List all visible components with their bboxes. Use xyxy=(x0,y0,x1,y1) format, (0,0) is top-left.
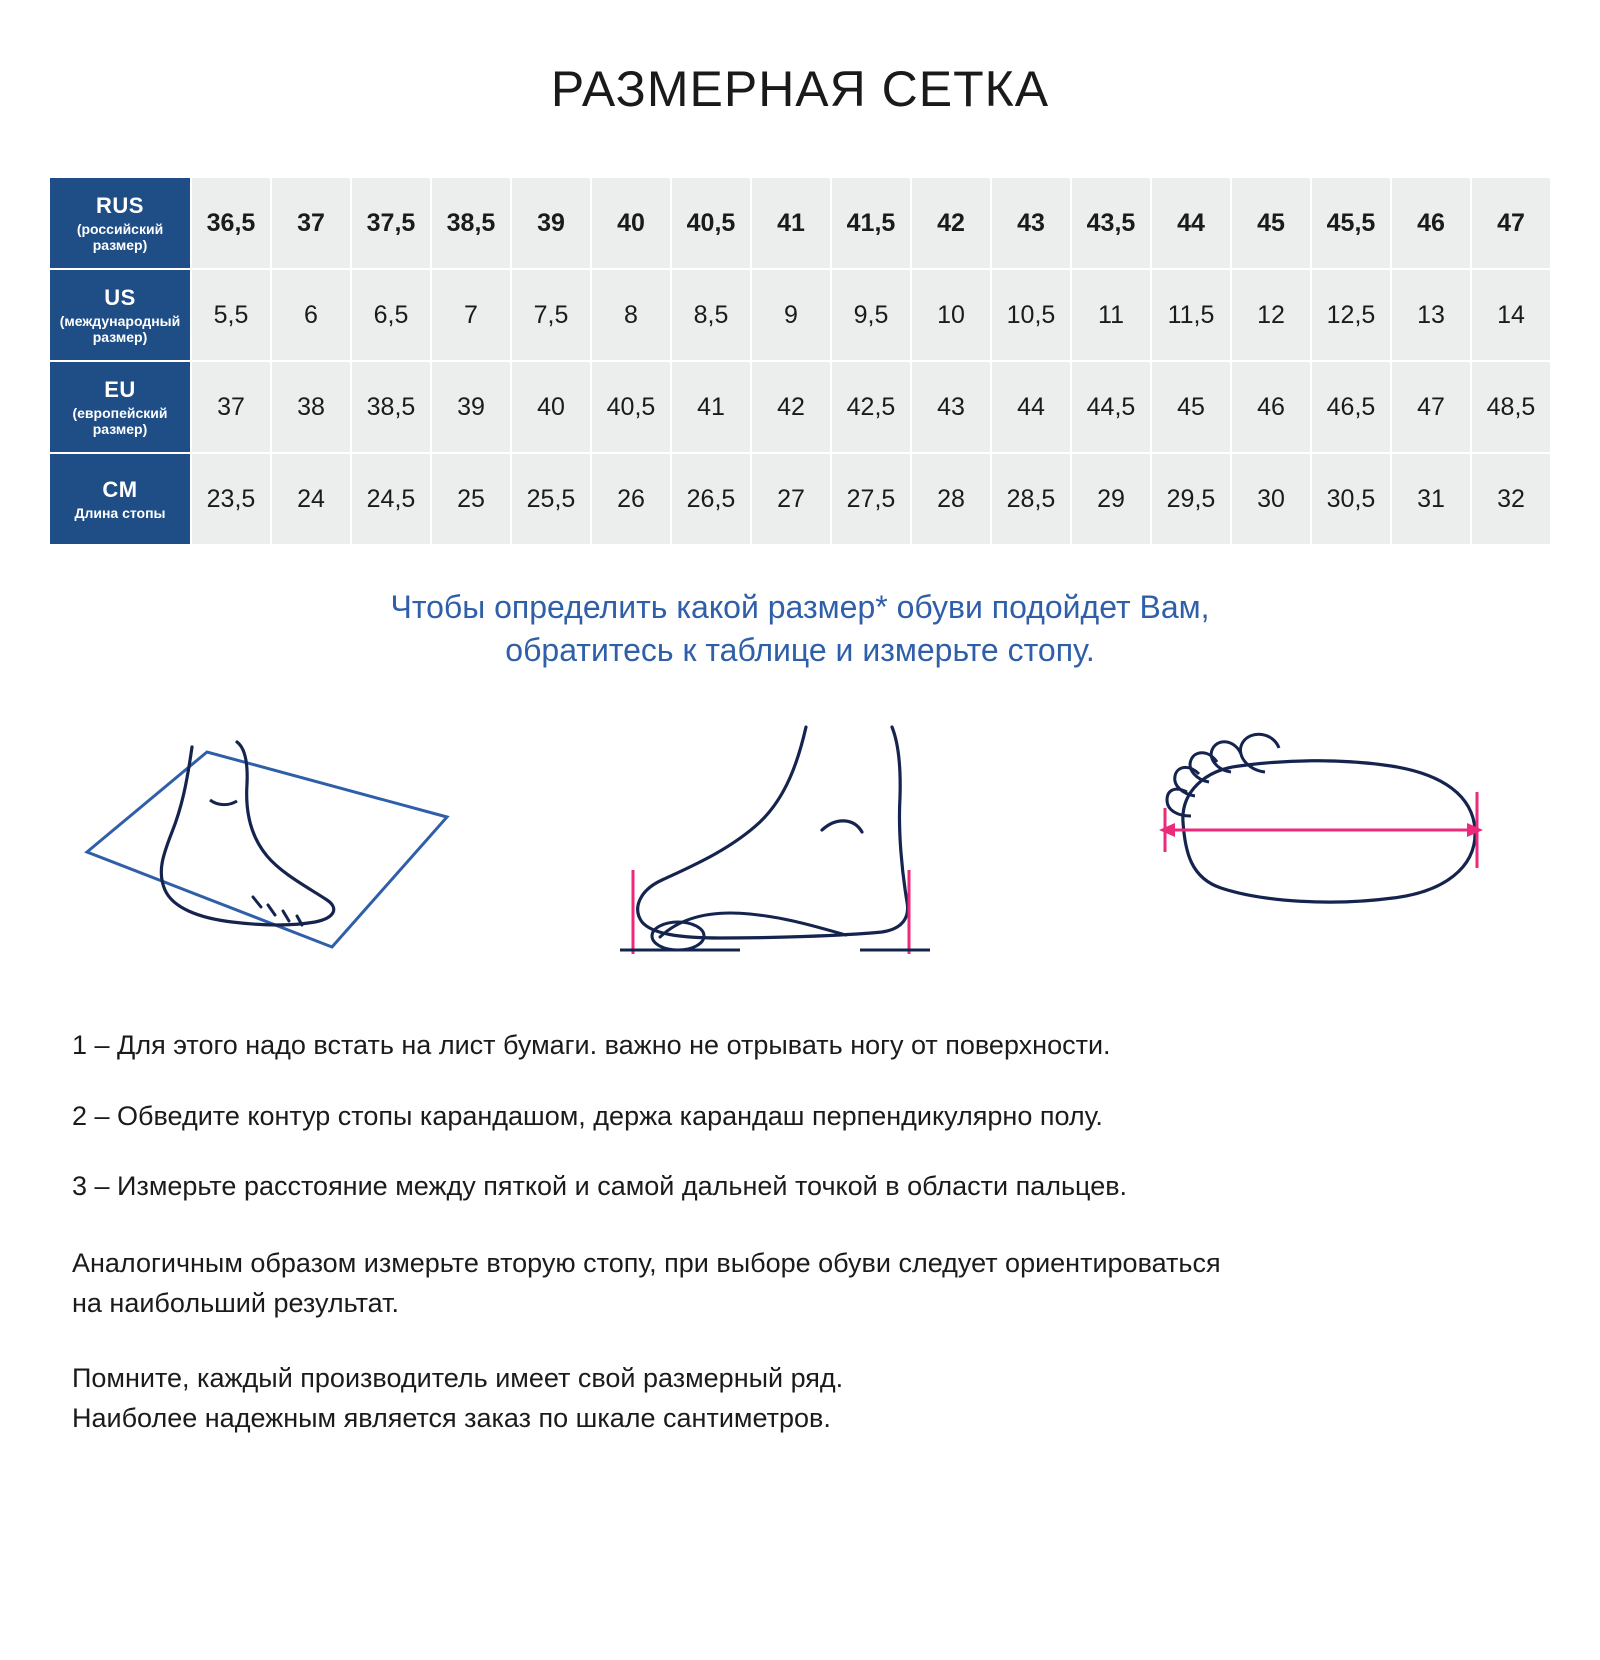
instructions xyxy=(72,1025,1528,1439)
note-paragraph-2-line-1: Помните, каждый производитель имеет свой размерный ряд. xyxy=(72,1362,844,1393)
cell-rus-3: 38,5 xyxy=(431,177,511,269)
cell-rus-6: 40,5 xyxy=(671,177,751,269)
foot-sole-measure-illustration xyxy=(1143,722,1523,962)
row-header-cm xyxy=(49,453,191,545)
cell-cm-13: 30 xyxy=(1231,453,1311,545)
cell-rus-7: 41 xyxy=(751,177,831,269)
cell-cm-11: 29 xyxy=(1071,453,1151,545)
foot-side-profile-illustration xyxy=(610,722,990,962)
cell-cm-15: 31 xyxy=(1391,453,1471,545)
cell-us-6: 8,5 xyxy=(671,269,751,361)
cell-eu-10: 44 xyxy=(991,361,1071,453)
cell-eu-6: 41 xyxy=(671,361,751,453)
cell-rus-14: 45,5 xyxy=(1311,177,1391,269)
cell-rus-13: 45 xyxy=(1231,177,1311,269)
note-paragraph-1-line-2: на наибольший результат. xyxy=(72,1288,399,1319)
note-paragraph-2 xyxy=(72,1358,1528,1439)
cell-us-1: 6 xyxy=(271,269,351,361)
cell-rus-2: 37,5 xyxy=(351,177,431,269)
cell-us-2: 6,5 xyxy=(351,269,431,361)
cell-rus-0: 36,5 xyxy=(191,177,271,269)
cell-us-3: 7 xyxy=(431,269,511,361)
note-paragraph-2-line-2: Наиболее надежным является заказ по шкале сантиметров. xyxy=(72,1403,831,1434)
intro-line-1: Чтобы определить какой размер* обуви подойдет Вам, xyxy=(390,589,1210,625)
cell-us-15: 13 xyxy=(1391,269,1471,361)
cell-cm-0: 23,5 xyxy=(191,453,271,545)
size-table xyxy=(48,176,1552,546)
cell-us-4: 7,5 xyxy=(511,269,591,361)
cell-rus-1: 37 xyxy=(271,177,351,269)
intro-line-2: обратитесь к таблице и измерьте стопу. xyxy=(505,631,1095,668)
cell-us-13: 12 xyxy=(1231,269,1311,361)
cell-eu-9: 43 xyxy=(911,361,991,453)
cell-rus-9: 42 xyxy=(911,177,991,269)
row-header-subtitle: Длина стопы xyxy=(74,504,166,521)
foot-on-paper-illustration xyxy=(77,722,457,962)
row-header-subtitle: (международный размер) xyxy=(59,312,181,345)
row-header-title: EU xyxy=(104,377,136,403)
illustrations-row xyxy=(0,717,1600,967)
row-header-title: RUS xyxy=(96,193,144,219)
note-paragraph-1-line-1: Аналогичным образом измерьте вторую стопу, при выборе обуви следует ориентироваться xyxy=(72,1247,1221,1278)
cell-rus-8: 41,5 xyxy=(831,177,911,269)
cell-eu-15: 47 xyxy=(1391,361,1471,453)
note-paragraph-1 xyxy=(72,1243,1528,1324)
cell-eu-7: 42 xyxy=(751,361,831,453)
row-header-rus xyxy=(49,177,191,269)
cell-eu-2: 38,5 xyxy=(351,361,431,453)
size-table-container xyxy=(48,176,1552,546)
foot-on-paper-figure xyxy=(77,722,457,962)
cell-eu-13: 46 xyxy=(1231,361,1311,453)
instruction-step-1: 1 – Для этого надо встать на лист бумаги. важно не отрывать ногу от поверхности. xyxy=(72,1030,1111,1061)
row-header-subtitle: (европейский размер) xyxy=(72,404,168,437)
foot-sole-measure-figure xyxy=(1143,722,1523,962)
cell-rus-16: 47 xyxy=(1471,177,1551,269)
cell-cm-5: 26 xyxy=(591,453,671,545)
row-header-title: CM xyxy=(102,477,138,503)
cell-us-12: 11,5 xyxy=(1151,269,1231,361)
instruction-step-2: 2 – Обведите контур стопы карандашом, держа карандаш перпендикулярно полу. xyxy=(72,1100,1103,1131)
cell-rus-15: 46 xyxy=(1391,177,1471,269)
cell-cm-12: 29,5 xyxy=(1151,453,1231,545)
table-row xyxy=(49,269,1551,361)
foot-side-profile-figure xyxy=(610,722,990,962)
table-row xyxy=(49,361,1551,453)
row-header-title: US xyxy=(104,285,136,311)
cell-eu-8: 42,5 xyxy=(831,361,911,453)
cell-cm-8: 27,5 xyxy=(831,453,911,545)
cell-us-10: 10,5 xyxy=(991,269,1071,361)
cell-cm-16: 32 xyxy=(1471,453,1551,545)
cell-rus-5: 40 xyxy=(591,177,671,269)
cell-us-5: 8 xyxy=(591,269,671,361)
cell-rus-4: 39 xyxy=(511,177,591,269)
cell-cm-14: 30,5 xyxy=(1311,453,1391,545)
cell-cm-1: 24 xyxy=(271,453,351,545)
table-row xyxy=(49,453,1551,545)
cell-cm-7: 27 xyxy=(751,453,831,545)
cell-eu-12: 45 xyxy=(1151,361,1231,453)
cell-eu-5: 40,5 xyxy=(591,361,671,453)
page-title: РАЗМЕРНАЯ СЕТКА xyxy=(550,61,1050,117)
cell-cm-4: 25,5 xyxy=(511,453,591,545)
row-header-subtitle: (российский размер) xyxy=(76,220,164,253)
cell-us-0: 5,5 xyxy=(191,269,271,361)
cell-us-14: 12,5 xyxy=(1311,269,1391,361)
cell-eu-11: 44,5 xyxy=(1071,361,1151,453)
cell-rus-11: 43,5 xyxy=(1071,177,1151,269)
cell-eu-4: 40 xyxy=(511,361,591,453)
row-header-us xyxy=(49,269,191,361)
cell-eu-0: 37 xyxy=(191,361,271,453)
cell-eu-3: 39 xyxy=(431,361,511,453)
cell-us-16: 14 xyxy=(1471,269,1551,361)
cell-cm-10: 28,5 xyxy=(991,453,1071,545)
cell-eu-1: 38 xyxy=(271,361,351,453)
cell-us-9: 10 xyxy=(911,269,991,361)
instruction-step-3: 3 – Измерьте расстояние между пяткой и самой дальней точкой в области пальцев. xyxy=(72,1171,1128,1202)
intro-text xyxy=(200,586,1400,671)
cell-cm-9: 28 xyxy=(911,453,991,545)
cell-us-8: 9,5 xyxy=(831,269,911,361)
cell-cm-3: 25 xyxy=(431,453,511,545)
cell-cm-6: 26,5 xyxy=(671,453,751,545)
table-row xyxy=(49,177,1551,269)
row-header-eu xyxy=(49,361,191,453)
cell-eu-16: 48,5 xyxy=(1471,361,1551,453)
cell-rus-10: 43 xyxy=(991,177,1071,269)
cell-cm-2: 24,5 xyxy=(351,453,431,545)
cell-rus-12: 44 xyxy=(1151,177,1231,269)
cell-eu-14: 46,5 xyxy=(1311,361,1391,453)
cell-us-11: 11 xyxy=(1071,269,1151,361)
cell-us-7: 9 xyxy=(751,269,831,361)
size-chart-page xyxy=(0,60,1600,1660)
